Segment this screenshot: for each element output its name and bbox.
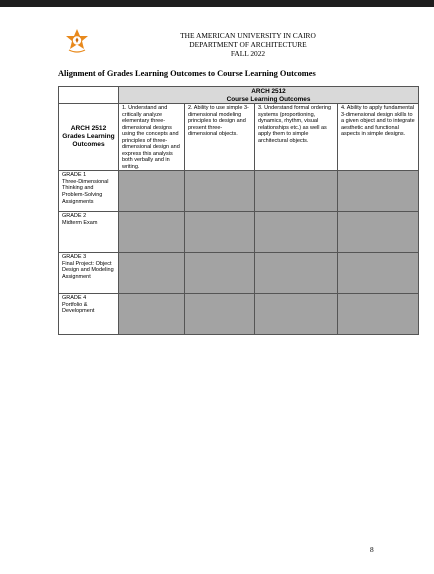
grade-4-outcome-4-cell (338, 294, 419, 335)
course-header-row (59, 87, 419, 104)
outcome-4: 4. Ability to apply fundamental 3-dimensional design skills to a given object and to integrate aesthetic and functional aspects in simple designs. (338, 104, 419, 171)
table-row (59, 171, 419, 212)
grade-3-label (59, 253, 119, 294)
grade-1-outcome-1-cell (119, 171, 185, 212)
course-header-cell (119, 87, 419, 104)
grade-2-outcome-1-cell (119, 212, 185, 253)
page-number: 8 (370, 545, 374, 554)
outcome-3: 3. Understand formal ordering systems (proportioning, dynamics, rhythm, visual relationships etc.) as well as apply them to simple architectural objects. (255, 104, 338, 171)
university-name: THE AMERICAN UNIVERSITY IN CAIRO (180, 31, 316, 40)
corner-cell (59, 87, 119, 104)
course-code: ARCH 2512 (251, 88, 286, 95)
top-border-bar (0, 0, 434, 7)
grade-number: GRADE 3 (62, 254, 87, 261)
grade-name: Three-Dimensional Thinking and Problem-Solving Assignments (62, 178, 109, 205)
table-row (59, 253, 419, 294)
grade-2-outcome-3-cell (255, 212, 338, 253)
document-title: Alignment of Grades Learning Outcomes to Course Learning Outcomes (58, 69, 316, 78)
outcome-2: 2. Ability to use simple 3-dimensional modeling principles to design and present three-dimensional objects. (185, 104, 255, 171)
grade-name: Final Project: Object Design and Modeling Assignment (62, 260, 114, 280)
grade-2-outcome-2-cell (185, 212, 255, 253)
grade-2-outcome-4-cell (338, 212, 419, 253)
semester: FALL 2022 (230, 49, 266, 58)
grade-name: Midterm Exam (62, 219, 98, 226)
outcome-1: 1. Understand and critically analyze elementary three-dimensional designs using the concepts and principles of three-dimensional design and express this analysis both verbally and in writing. (119, 104, 185, 171)
grade-3-outcome-1-cell (119, 253, 185, 294)
grade-number: GRADE 1 (62, 172, 87, 179)
table-row (59, 294, 419, 335)
grade-2-label (59, 212, 119, 253)
grade-1-outcome-2-cell (185, 171, 255, 212)
grade-3-outcome-4-cell (338, 253, 419, 294)
grade-4-label (59, 294, 119, 335)
grade-number: GRADE 4 (62, 295, 87, 302)
course-outcomes-heading: Course Learning Outcomes (226, 95, 311, 103)
department-name: DEPARTMENT OF ARCHITECTURE (189, 40, 307, 49)
grade-1-outcome-4-cell (338, 171, 419, 212)
outcomes-row (59, 104, 419, 171)
grade-4-outcome-2-cell (185, 294, 255, 335)
table-row (59, 212, 419, 253)
grade-name: Portfolio & Development (62, 301, 95, 315)
university-header (0, 31, 434, 58)
grade-4-outcome-3-cell (255, 294, 338, 335)
alignment-table (58, 86, 419, 335)
grade-3-outcome-3-cell (255, 253, 338, 294)
grade-1-label (59, 171, 119, 212)
grade-1-outcome-3-cell (255, 171, 338, 212)
grades-outcomes-heading: ARCH 2512 Grades Learning Outcomes (59, 104, 119, 171)
grade-number: GRADE 2 (62, 213, 87, 220)
grade-4-outcome-1-cell (119, 294, 185, 335)
grade-3-outcome-2-cell (185, 253, 255, 294)
